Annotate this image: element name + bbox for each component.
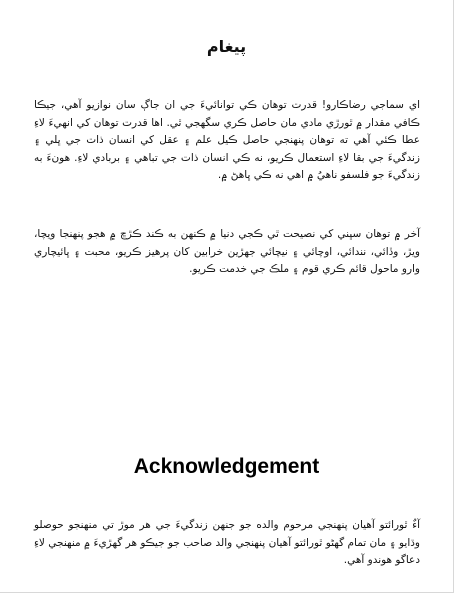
message-heading: پيغام	[206, 37, 247, 56]
acknowledgement-paragraph: آءٌ ٿورائتو آهيان پنهنجي مرحوم والده جو جنهن زندگيءَ جي هر موڙ تي منهنجو حوصلو وڌايو ۽ مان تمام گهڻو ٿورائتو آهيان پنهنجي والد صاحب جو جيڪو هر گهڙيءَ ۾ منهنجي لاءِ دعاگو هوندو آهي.	[34, 519, 420, 567]
message-paragraph-2: آخر ۾ توهان سڀني کي نصيحت ٿي ڪجي دنيا ۾ ڪنهن به ڪند ڪڙڇ ۾ هجو پنهنجا ويچا، ويڙ، وڏائي، نندائي، اوچائي ۽ نيچائي جهڙين خرابين کان پرهيز ڪريو، محبت ۽ ڀائيچاري وارو ماحول قائم ڪري قوم ۽ ملڪ جي خدمت ڪريو.	[34, 228, 420, 276]
acknowledgement-heading: Acknowledgement	[133, 455, 320, 478]
message-paragraph-1: اي سماجي رضاڪارو! قدرت توهان ڪي توانائيءَ جي ان جاڳ سان نوازيو آهي، جيڪا ڪافي مقدار ۾ ٿورڙي مادي مان حاصل ڪري سگهجي ٿي. اها قدرت توهان کي انهيءَ لاءِ عطا ڪئي آهي ته توهان پنهنجي حاصل ڪيل علم ۽ عقل کي انسان ذات جي ڀلي ۽ زندگيءَ جي بقا لاءِ استعمال ڪريو، نه ڪي انسان ذات جي تباهي ۽ بربادي لاءِ. هونءَ به زندگيءَ جو فلسفو ناهيُ ۾ اهي نه ڪي ڀاهڻ ۾.	[34, 99, 420, 182]
